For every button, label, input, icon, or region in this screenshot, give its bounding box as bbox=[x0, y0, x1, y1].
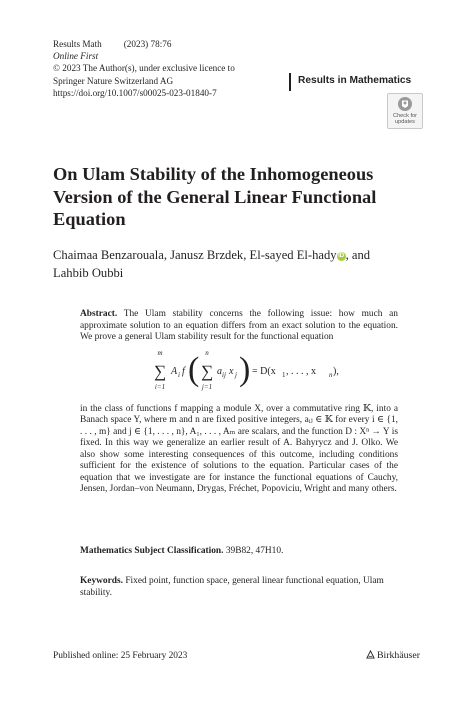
published-date: Published online: 25 February 2023 bbox=[53, 651, 188, 661]
check-for-updates-button[interactable] bbox=[387, 93, 423, 129]
journal-short-name: Results Math bbox=[53, 39, 102, 49]
inner-coefficient: a bbox=[217, 365, 222, 377]
author-list bbox=[53, 247, 433, 282]
volume-info: (2023) 78:76 bbox=[123, 39, 172, 49]
doi-link[interactable]: https://doi.org/10.1007/s00025-023-01840-7 bbox=[53, 87, 217, 98]
abstract-intro bbox=[80, 309, 398, 344]
keywords-label: Keywords. bbox=[80, 576, 123, 586]
functional-equation bbox=[80, 346, 398, 404]
inner-variable: x bbox=[229, 365, 234, 377]
check-updates-label: Check for updates bbox=[393, 113, 417, 126]
outer-sum-lower: i=1 bbox=[154, 382, 166, 391]
article-meta bbox=[53, 38, 235, 99]
outer-coefficient: A bbox=[171, 365, 178, 377]
function-symbol: f bbox=[182, 365, 185, 377]
online-first-label: Online First bbox=[53, 51, 99, 62]
keywords-value: Fixed point, function space, general linear functional equation, Ulam stability. bbox=[80, 576, 384, 598]
inner-sum-upper: n bbox=[205, 348, 209, 357]
journal-name-box bbox=[289, 73, 421, 91]
msc-value: 39B82, 47H10. bbox=[225, 546, 284, 556]
paper-title: On Ulam Stability of the Inhomogeneous Version of the General Linear Functional Equation bbox=[53, 164, 377, 229]
msc-section bbox=[80, 546, 398, 558]
inner-coefficient-sub: ij bbox=[222, 370, 226, 379]
authors-line-1: Chaimaa Benzarouala, Janusz Brzdek, El-sayed El-hady bbox=[53, 248, 337, 262]
publisher-imprint bbox=[366, 650, 420, 661]
authors-line-1-end: , and bbox=[345, 248, 371, 262]
abstract-section bbox=[80, 309, 398, 496]
abstract-text-1: The Ulam stability concerns the following issue: how much an approximate solution to an equation differs from an exact solution to the equation. We prove a general Ulam stability result for the functional equation bbox=[80, 309, 398, 342]
inner-sum-lower: j=1 bbox=[201, 382, 213, 391]
inner-sum-symbol: ∑ bbox=[200, 361, 214, 381]
outer-coefficient-sub: i bbox=[178, 370, 180, 379]
authors-line-2: Lahbib Oubbi bbox=[53, 265, 124, 280]
journal-name: Results in Mathematics bbox=[298, 75, 412, 86]
copyright-line: © 2023 The Author(s), under exclusive licence to bbox=[53, 63, 235, 74]
journal-citation bbox=[53, 38, 235, 50]
inner-variable-sub: j bbox=[235, 370, 237, 379]
birkhauser-logo-icon bbox=[366, 650, 375, 659]
abstract-label: Abstract. bbox=[80, 309, 118, 319]
msc-label: Mathematics Subject Classification. bbox=[80, 546, 224, 556]
outer-sum-symbol: ∑ bbox=[153, 361, 167, 381]
abstract-text-2: in the class of functions f mapping a module X, over a commutative ring 𝕂, into a Banach space Y, where m and n are fixed positive integers, aᵢⱼ ∈ 𝕂 for every i ∈ {1, . . . , m} and j ∈ {1, . . . , n}, A₁, . . . , Aₘ are scalars, and the function D : Xⁿ → Y is fixed. In this way we generalize an earlier result of A. Bahyrycz and J. Olko. We also show some interesting consequences of this outcome, including conditions sufficient for the existence of solutions to the equation. Particular cases of the equation that we investigate are for instance the functional equations of Cauchy, Jensen, Jordan–von Neumann, Drygas, Fréchet, Popoviciu, Wright and many others. bbox=[80, 403, 398, 494]
rhs-sub-2: n bbox=[329, 370, 333, 379]
equation-rhs: = D(x bbox=[252, 365, 276, 377]
check-updates-icon bbox=[397, 96, 413, 112]
right-paren: ) bbox=[239, 350, 251, 388]
publisher-name: Birkhäuser bbox=[377, 650, 420, 661]
orcid-icon[interactable]: iD bbox=[338, 253, 345, 259]
keywords-section bbox=[80, 576, 398, 599]
equation-rhs-mid: , . . . , x bbox=[286, 365, 316, 377]
rhs-sub-1: 1 bbox=[282, 370, 286, 379]
licence-holder-line: Springer Nature Switzerland AG bbox=[53, 75, 174, 86]
left-paren: ( bbox=[188, 350, 200, 388]
outer-sum-upper: m bbox=[157, 348, 163, 357]
equation-rhs-end: ), bbox=[333, 365, 339, 377]
